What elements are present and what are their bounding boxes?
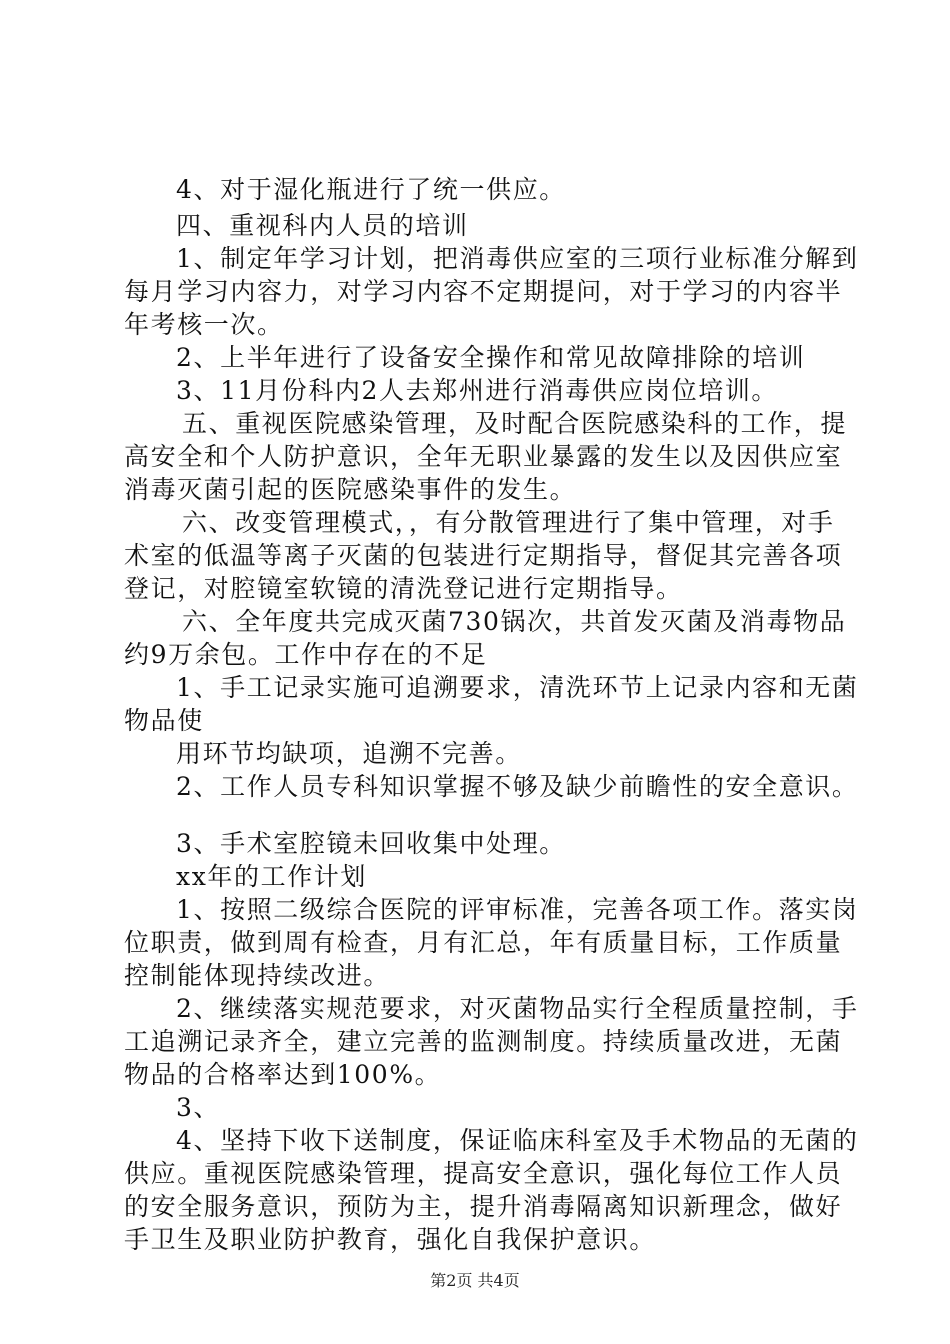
section-heading: 四、重视科内人员的培训 (176, 211, 469, 240)
section-heading: 六、全年度共完成灭菌730锅次，共首发灭菌及消毒物品 (182, 607, 847, 636)
paragraph-line: 位职责，做到周有检查，月有汇总，年有质量目标，工作质量 (124, 928, 843, 957)
paragraph-line: 1、按照二级综合医院的评审标准，完善各项工作。落实岗 (176, 895, 859, 924)
paragraph-line: 工追溯记录齐全，建立完善的监测制度。持续质量改进，无菌 (124, 1027, 843, 1056)
paragraph-line: 物品使 (124, 706, 204, 735)
paragraph-line: 2、继续落实规范要求，对灭菌物品实行全程质量控制，手 (176, 994, 859, 1023)
section-heading: xx年的工作计划 (176, 862, 367, 891)
paragraph-line: 物品的合格率达到100%。 (124, 1060, 442, 1089)
paragraph-line: 3、 (176, 1093, 221, 1122)
paragraph-line: 3、11月份科内2人去郑州进行消毒供应岗位培训。 (176, 376, 779, 405)
paragraph-line: 用环节均缺项，追溯不完善。 (176, 739, 522, 768)
paragraph-line: 高安全和个人防护意识，全年无职业暴露的发生以及因供应室 (124, 442, 843, 471)
paragraph-line: 约9万余包。工作中存在的不足 (124, 640, 488, 669)
paragraph-line: 每月学习内容力，对学习内容不定期提问，对于学习的内容半 (124, 277, 843, 306)
paragraph-line: 术室的低温等离子灭菌的包装进行定期指导，督促其完善各项 (124, 541, 843, 570)
section-heading: 五、重视医院感染管理，及时配合医院感染科的工作，提 (182, 409, 848, 438)
page-number-footer: 第2页 共4页 (430, 1271, 520, 1290)
paragraph-line: 4、坚持下收下送制度，保证临床科室及手术物品的无菌的 (176, 1126, 859, 1155)
paragraph-line: 的安全服务意识，预防为主，提升消毒隔离知识新理念，做好 (124, 1192, 843, 1221)
section-heading: 六、改变管理模式，，有分散管理进行了集中管理，对手 (182, 508, 835, 537)
paragraph-line: 4、对于湿化瓶进行了统一供应。 (176, 175, 566, 204)
paragraph-line: 2、工作人员专科知识掌握不够及缺少前瞻性的安全意识。 (176, 772, 859, 801)
paragraph-line: 2、上半年进行了设备安全操作和常见故障排除的培训 (176, 343, 806, 372)
paragraph-line: 控制能体现持续改进。 (124, 961, 391, 990)
paragraph-line: 手卫生及职业防护教育，强化自我保护意识。 (124, 1225, 657, 1254)
paragraph-line: 年考核一次。 (124, 310, 284, 339)
paragraph-line: 消毒灭菌引起的医院感染事件的发生。 (124, 475, 577, 504)
paragraph-line: 1、制定年学习计划，把消毒供应室的三项行业标准分解到 (176, 244, 859, 273)
paragraph-line: 供应。重视医院感染管理，提高安全意识，强化每位工作人员 (124, 1159, 843, 1188)
paragraph-line: 登记，对腔镜室软镜的清洗登记进行定期指导。 (124, 574, 683, 603)
paragraph-line: 1、手工记录实施可追溯要求，清洗环节上记录内容和无菌 (176, 673, 859, 702)
paragraph-line: 3、手术室腔镜未回收集中处理。 (176, 829, 566, 858)
